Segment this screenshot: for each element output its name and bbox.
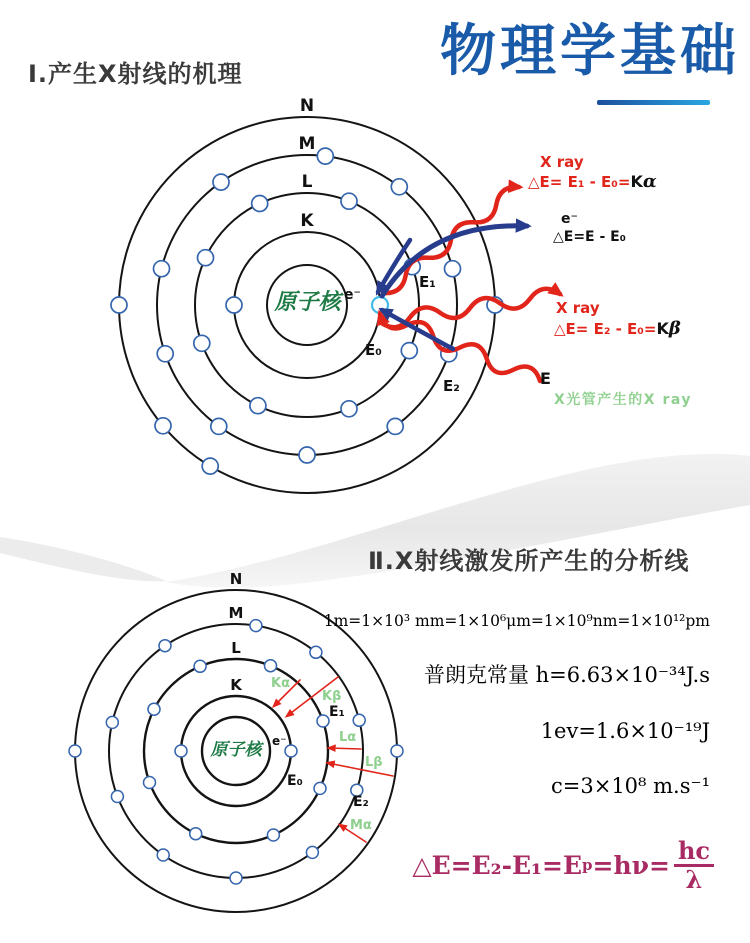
electron [213, 174, 229, 190]
electron [317, 715, 329, 727]
energy-label2-e2: E₂ [353, 794, 369, 810]
electron [106, 716, 118, 728]
kbeta-formula-beta: β [668, 318, 681, 339]
electron [157, 849, 169, 861]
electron [387, 418, 403, 434]
nucleus-label-1: 原子核 [274, 289, 341, 315]
electron [144, 777, 156, 789]
electron [401, 343, 417, 359]
electron [111, 297, 127, 313]
nucleus-label-2: 原子核 [210, 740, 262, 760]
xray-tube-caption: X光管产生的X ray [554, 392, 693, 408]
electron [317, 148, 333, 164]
k-electron-label-1: e⁻ [344, 287, 361, 303]
electron [148, 703, 160, 715]
electron [190, 828, 202, 840]
formula-fraction-denominator: λ [685, 865, 703, 895]
planck-constant-line: 普朗克常量 h=6.63×10⁻³⁴J.s [423, 663, 710, 687]
section2-title: Ⅱ.X射线激发所产生的分析线 [368, 547, 690, 575]
k-electron-label-2: e⁻ [272, 734, 287, 748]
transition-lalpha-arrow [329, 748, 361, 749]
electronvolt-line: 1ev=1.6×10⁻¹⁹J [540, 719, 710, 743]
electron [341, 401, 357, 417]
swoosh-wave [0, 537, 166, 581]
page-title: 物理学基础 [440, 19, 740, 84]
electron [175, 745, 187, 757]
title-underline [597, 100, 710, 105]
electron [391, 745, 403, 757]
electron [265, 660, 277, 672]
lalpha-line-label: Lα [339, 730, 357, 745]
ejected-electron-label: e⁻ [561, 211, 578, 227]
electron [306, 846, 318, 858]
formula-fraction-numerator: hc [674, 838, 714, 867]
electron [310, 646, 322, 658]
formula-subscript-p: p [582, 855, 593, 874]
electron [445, 261, 461, 277]
energy-label-e2: E₂ [443, 377, 460, 395]
electron [267, 829, 279, 841]
formula-fraction [674, 836, 714, 895]
kbeta-formula-k: K [656, 319, 669, 338]
electron [211, 418, 227, 434]
electron [230, 872, 242, 884]
electron [154, 261, 170, 277]
energy-label2-e1: E₁ [329, 704, 345, 720]
kbeta-formula [554, 320, 681, 338]
electron [194, 335, 210, 351]
malpha-line-label: Mα [350, 818, 372, 833]
energy-transition-formula [412, 836, 714, 895]
shell-label-K: K [230, 676, 242, 694]
electron [202, 458, 218, 474]
shell-label-L: L [301, 172, 313, 192]
xray1-label: X ray [540, 153, 584, 171]
xray2-label: X ray [556, 299, 600, 317]
shell-label-L: L [231, 639, 241, 657]
electron [159, 640, 171, 652]
electron [226, 297, 242, 313]
kbeta-line-label: Kβ [322, 689, 342, 704]
incident-energy-label: E [540, 369, 551, 388]
shell-label-K: K [300, 211, 314, 231]
electron [314, 782, 326, 794]
formula-main-left: △E=E₂-E₁=E [412, 850, 583, 880]
electron [285, 745, 297, 757]
electron [157, 346, 173, 362]
electron [111, 791, 123, 803]
electron [69, 745, 81, 757]
kalpha-line-label: Kα [271, 676, 291, 691]
light-speed-line: c=3×10⁸ m.s⁻¹ [551, 774, 710, 798]
electron [250, 620, 262, 632]
kbeta-formula-red: △E= E₂ - E₀= [554, 320, 657, 338]
ejected-electron-formula: △E=E - E₀ [553, 229, 626, 245]
electron [194, 660, 206, 672]
electron [198, 250, 214, 266]
shell-label-N: N [299, 96, 315, 116]
electron [391, 179, 407, 195]
electron [155, 418, 171, 434]
kalpha-formula-alpha: α [642, 171, 657, 192]
electron [250, 398, 266, 414]
energy-label-e0: E₀ [365, 341, 382, 359]
formula-main-right: =hν= [592, 850, 670, 880]
kalpha-formula [528, 173, 657, 191]
electron [299, 447, 315, 463]
lbeta-line-label: Lβ [365, 755, 383, 770]
shell-label-M: M [228, 604, 244, 622]
kalpha-formula-red: △E= E₁ - E₀= [528, 173, 631, 191]
shell-label-N: N [229, 570, 243, 588]
energy-label-e1: E₁ [419, 273, 436, 291]
energy-label2-e0: E₀ [287, 773, 303, 789]
unit-conversion-line: 1m=1×10³ mm=1×10⁶μm=1×10⁹nm=1×10¹²pm [323, 612, 710, 630]
section1-title: Ⅰ.产生X射线的机理 [28, 60, 243, 88]
electron [252, 196, 268, 212]
kalpha-formula-k: K [630, 172, 643, 191]
electron [353, 714, 365, 726]
shell-label-M: M [298, 134, 316, 154]
electron [341, 193, 357, 209]
